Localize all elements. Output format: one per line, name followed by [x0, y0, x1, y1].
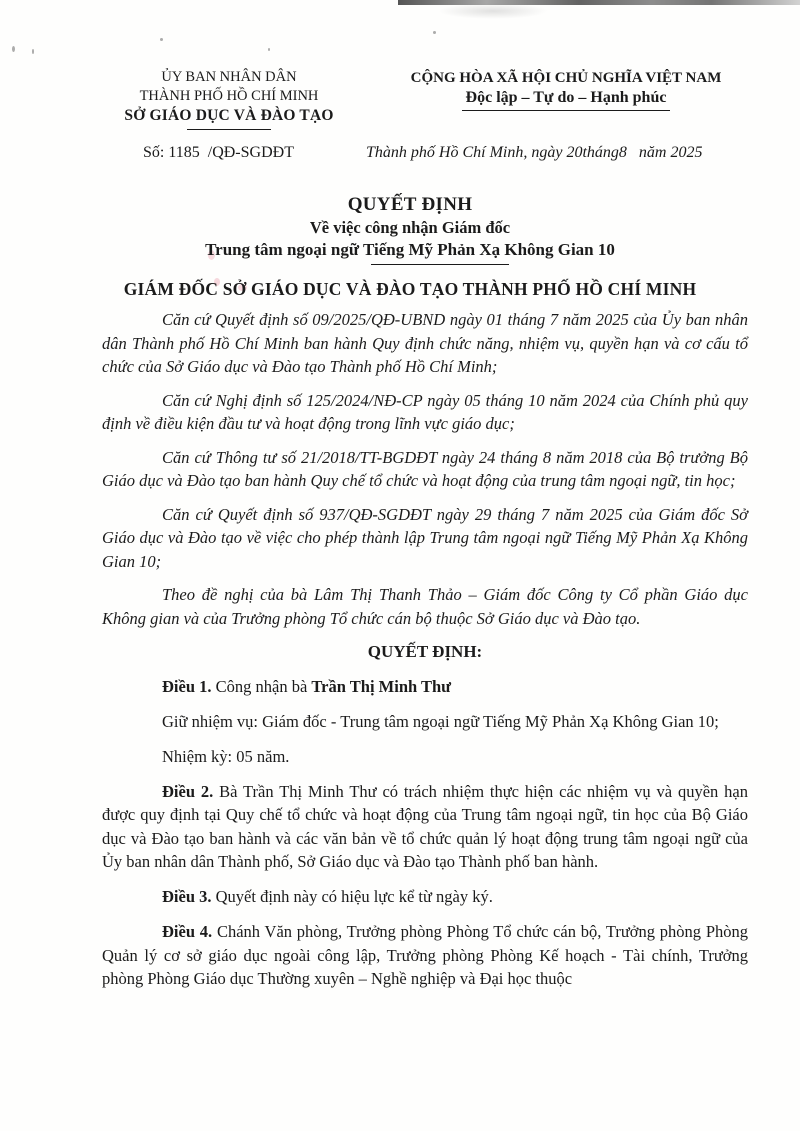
- article-2-label: Điều 2.: [162, 781, 214, 801]
- article-1: [102, 675, 748, 699]
- preamble-paragraph-5: Theo đề nghị của bà Lâm Thị Thanh Thảo – Giám đốc Công ty Cổ phần Giáo dục Không gian và của Trưởng phòng Tổ chức cán bộ thuộc Sở Giáo dục và Đào tạo.: [102, 585, 748, 628]
- article-3-label: Điều 3.: [162, 887, 212, 906]
- decision-title: QUYẾT ĐỊNH: [347, 194, 473, 215]
- national-header-block: [368, 68, 764, 111]
- issuer-block: [93, 68, 365, 130]
- scan-speck: [32, 49, 34, 54]
- article-1-person-name: Trần Thị Minh Thư: [311, 676, 452, 696]
- article-1-label: Điều 1.: [162, 676, 212, 696]
- scan-speck: [12, 46, 15, 52]
- issuer-line3: SỞ GIÁO DỤC VÀ ĐÀO TẠO: [124, 107, 334, 124]
- scan-speck: [268, 48, 270, 51]
- document-body: [102, 308, 748, 991]
- scan-speck: [433, 31, 436, 34]
- article-2: [102, 780, 748, 874]
- issuing-authority: GIÁM ĐỐC SỞ GIÁO DỤC VÀ ĐÀO TẠO THÀNH PHỐ HỒ CHÍ MINH: [123, 279, 697, 299]
- scan-speck: [160, 38, 163, 41]
- article-4: [102, 920, 748, 991]
- decision-subject-line2: Trung tâm ngoại ngữ Tiếng Mỹ Phản Xạ Không Gian 10: [205, 240, 615, 259]
- article-4-text: Chánh Văn phòng, Trưởng phòng Phòng Tổ chức cán bộ, Trưởng phòng Phòng Quản lý cơ sở giáo dục ngoài công lập, Trưởng phòng Phòng Kế hoạch - Tài chính, Trưởng phòng Phòng Giáo dục Thường xuyên – Nghề nghiệp và Đại học thuộc: [102, 922, 749, 988]
- article-1-duty: Giữ nhiệm vụ: Giám đốc - Trung tâm ngoại ngữ Tiếng Mỹ Phản Xạ Không Gian 10;: [162, 711, 719, 731]
- title-separator-rule: [371, 264, 509, 265]
- document-number: Số: 1185 /QĐ-SGDĐT: [143, 144, 294, 161]
- article-1-term: Nhiệm kỳ: 05 năm.: [162, 746, 290, 766]
- preamble-paragraph-1: Căn cứ Quyết định số 09/2025/QĐ-UBND ngày 01 tháng 7 năm 2025 của Ủy ban nhân dân Thành phố Hồ Chí Minh ban hành Quy định chức năng, nhiệm vụ, quyền hạn và cơ cấu tổ chức của Sở Giáo dục và Đào tạo Thành phố Hồ Chí Minh;: [102, 310, 748, 376]
- issuer-underline: [187, 129, 271, 130]
- issuer-line2: THÀNH PHỐ HỒ CHÍ MINH: [139, 88, 319, 104]
- decision-subject-line1: Về việc công nhận Giám đốc: [309, 218, 511, 237]
- national-motto: Độc lập – Tự do – Hạnh phúc: [462, 88, 671, 111]
- national-title: CỘNG HÒA XÃ HỘI CHỦ NGHĨA VIỆT NAM: [410, 70, 722, 86]
- preamble-paragraph-2: Căn cứ Nghị định số 125/2024/NĐ-CP ngày 05 tháng 10 năm 2024 của Chính phủ quy định về điều kiện đầu tư và hoạt động trong lĩnh vực giáo dục;: [102, 390, 748, 433]
- scan-smudge-blob: [438, 3, 548, 19]
- preamble-paragraph-3: Căn cứ Thông tư số 21/2018/TT-BGDĐT ngày 24 tháng 8 năm 2018 của Bộ trưởng Bộ Giáo dục và Đào tạo ban hành Quy chế tổ chức và hoạt động của trung tâm ngoại ngữ, tin học;: [102, 447, 748, 490]
- article-4-label: Điều 4.: [162, 922, 213, 941]
- title-block: [60, 194, 760, 300]
- article-3: [102, 885, 748, 909]
- article-1-text: Công nhận bà: [211, 676, 312, 696]
- issuer-line1: ỦY BAN NHÂN DÂN: [161, 69, 297, 85]
- preamble-paragraph-4: Căn cứ Quyết định số 937/QĐ-SGDĐT ngày 29 tháng 7 năm 2025 của Giám đốc Sở Giáo dục và Đào tạo về việc cho phép thành lập Trung tâm ngoại ngữ Tiếng Mỹ Phản Xạ Không Gian 10;: [102, 504, 748, 571]
- decision-heading: QUYẾT ĐỊNH:: [367, 642, 483, 661]
- article-3-text: Quyết định này có hiệu lực kể từ ngày ký.: [211, 887, 493, 906]
- article-2-text: Bà Trần Thị Minh Thư có trách nhiệm thực hiện các nhiệm vụ và quyền hạn được quy định tại Quy chế tổ chức và hoạt động của Trung tâm ngoại ngữ, tin học của Bộ Giáo dục và Đào tạo ban hành và các văn bản về tổ chức quản lý hoạt động trung tâm ngoại ngữ của Ủy ban nhân dân Thành phố, Sở Giáo dục và Đào tạo Thành phố ban hành.: [102, 781, 748, 871]
- place-and-date: Thành phố Hồ Chí Minh, ngày 20tháng8 năm 2025: [366, 144, 703, 161]
